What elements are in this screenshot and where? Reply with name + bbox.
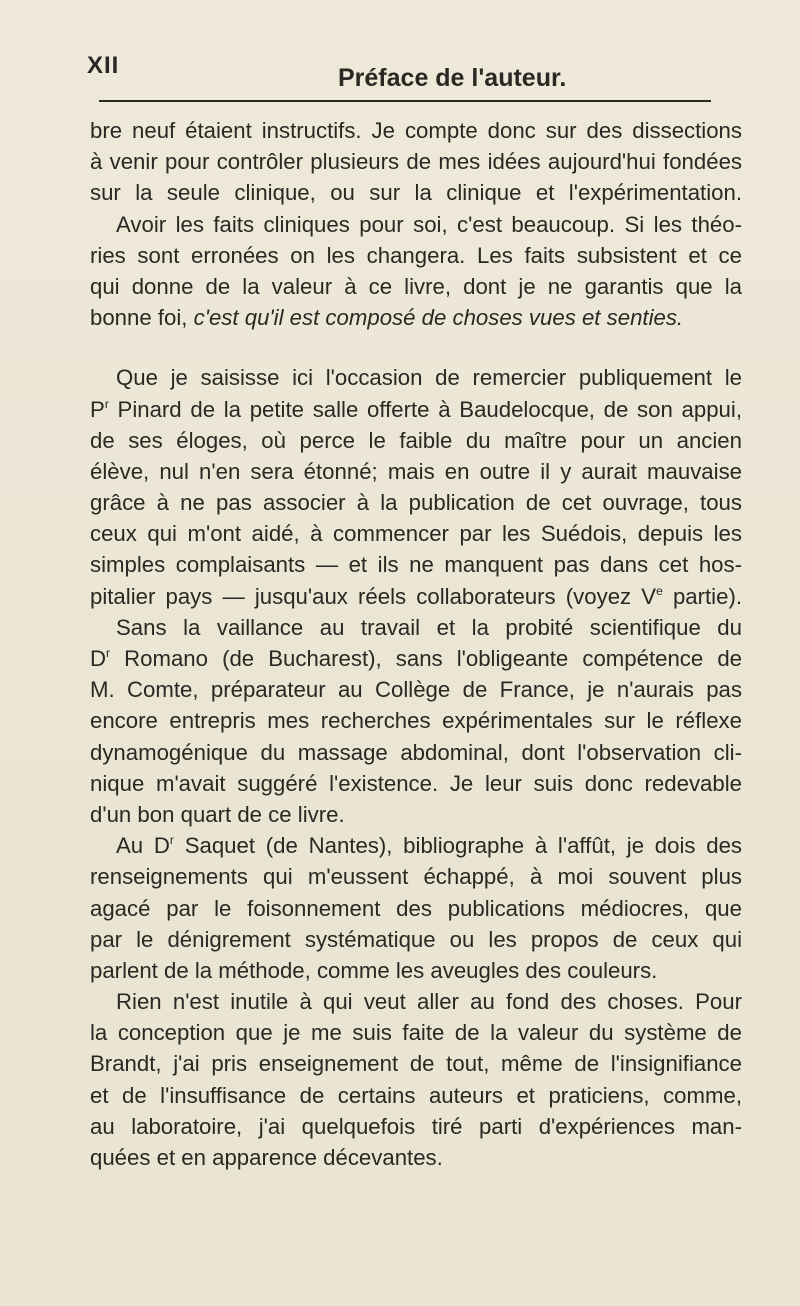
superscript: r — [104, 396, 109, 411]
text-line: d'un bon quart de ce livre. — [90, 801, 345, 827]
text-line: M. Comte, préparateur au Collège de France, je n'aurais pas — [90, 677, 742, 703]
text-line — [90, 830, 742, 861]
text-run: D — [90, 646, 107, 671]
text-run: Romano (de Bucharest), sans l'obligeante compétence de — [124, 646, 742, 671]
text-run: pitalier pays — jusqu'aux réels collaborateurs (voyez V — [90, 583, 657, 609]
italic-phrase: c'est qu'il est composé de choses vues et senties. — [193, 305, 684, 331]
text-line — [90, 394, 742, 425]
text-line: sur la seule clinique, ou sur la clinique et l'expérimentation. — [90, 180, 742, 206]
superscript: e — [656, 583, 663, 598]
text-line: bre neuf étaient instructifs. Je compte donc sur des dissections — [90, 118, 742, 143]
text-line: Rien n'est inutile à qui veut aller au fond des choses. Pour — [116, 989, 742, 1015]
text-line: de ses éloges, où perce le faible du maître pour un ancien — [90, 427, 742, 453]
paragraph-gap — [90, 333, 742, 362]
text-line: ries sont erronées on les changera. Les faits subsistent et ce — [90, 242, 742, 268]
text-line: la conception que je me suis faite de la valeur du système de — [90, 1020, 742, 1046]
page-number: XII — [87, 52, 120, 79]
superscript: r — [106, 646, 111, 660]
text-line: renseignements qui m'eussent échappé, à moi souvent plus — [90, 864, 742, 890]
text-line: à venir pour contrôler plusieurs de mes idées aujourd'hui fondées — [90, 149, 742, 175]
text-line: simples complaisants — et ils ne manquent pas dans cet hos- — [90, 552, 742, 578]
text-line: par le dénigrement systématique ou les propos de ceux qui — [90, 926, 742, 952]
text-run: Pinard de la petite salle offerte à Baudelocque, de son appui, — [117, 396, 742, 422]
text-line: qui donne de la valeur à ce livre, dont je ne garantis que la — [90, 273, 742, 299]
text-line: grâce à ne pas associer à la publication de cet ouvrage, tous — [90, 490, 742, 516]
text-run: partie). — [672, 583, 742, 609]
text-line: nique m'avait suggéré l'existence. Je leur suis donc redevable — [90, 770, 742, 796]
superscript: r — [169, 833, 174, 848]
text-run: P — [90, 396, 105, 422]
text-run: Au D — [116, 833, 170, 859]
text-line: dynamogénique du massage abdominal, dont l'observation cli- — [90, 739, 742, 765]
text-run: bonne foi, — [90, 305, 188, 331]
text-line: agacé par le foisonnement des publications médiocres, que — [90, 895, 742, 921]
text-line: élève, nul n'en sera étonné; mais en outre il y aurait mauvaise — [90, 458, 742, 484]
text-run: Saquet (de Nantes), bibliographe à l'affût, je dois des — [184, 833, 743, 859]
text-line: Brandt, j'ai pris enseignement de tout, même de l'insignifiance — [90, 1051, 742, 1077]
text-line — [90, 302, 742, 333]
text-line: et de l'insuffisance de certains auteurs et praticiens, comme, — [90, 1082, 742, 1108]
text-line: quées et en apparence décevantes. — [90, 1145, 443, 1170]
body-text — [90, 115, 742, 1173]
text-line: Sans la vaillance au travail et la probité scientifique du — [116, 614, 742, 640]
text-line: parlent de la méthode, comme les aveugles des couleurs. — [90, 957, 658, 983]
running-head: Préface de l'auteur. — [338, 64, 567, 92]
header-rule — [99, 100, 711, 102]
text-line: Que je saisisse ici l'occasion de remercier publiquement le — [116, 365, 742, 391]
text-line — [90, 643, 742, 674]
text-line: ceux qui m'ont aidé, à commencer par les Suédois, depuis les — [90, 521, 742, 547]
text-line — [90, 581, 742, 612]
text-line: Avoir les faits cliniques pour soi, c'est beaucoup. Si les théo- — [116, 211, 742, 237]
text-line: au laboratoire, j'ai quelquefois tiré parti d'expériences man- — [90, 1113, 742, 1139]
text-line: encore entrepris mes recherches expérimentales sur le réflexe — [90, 708, 742, 734]
